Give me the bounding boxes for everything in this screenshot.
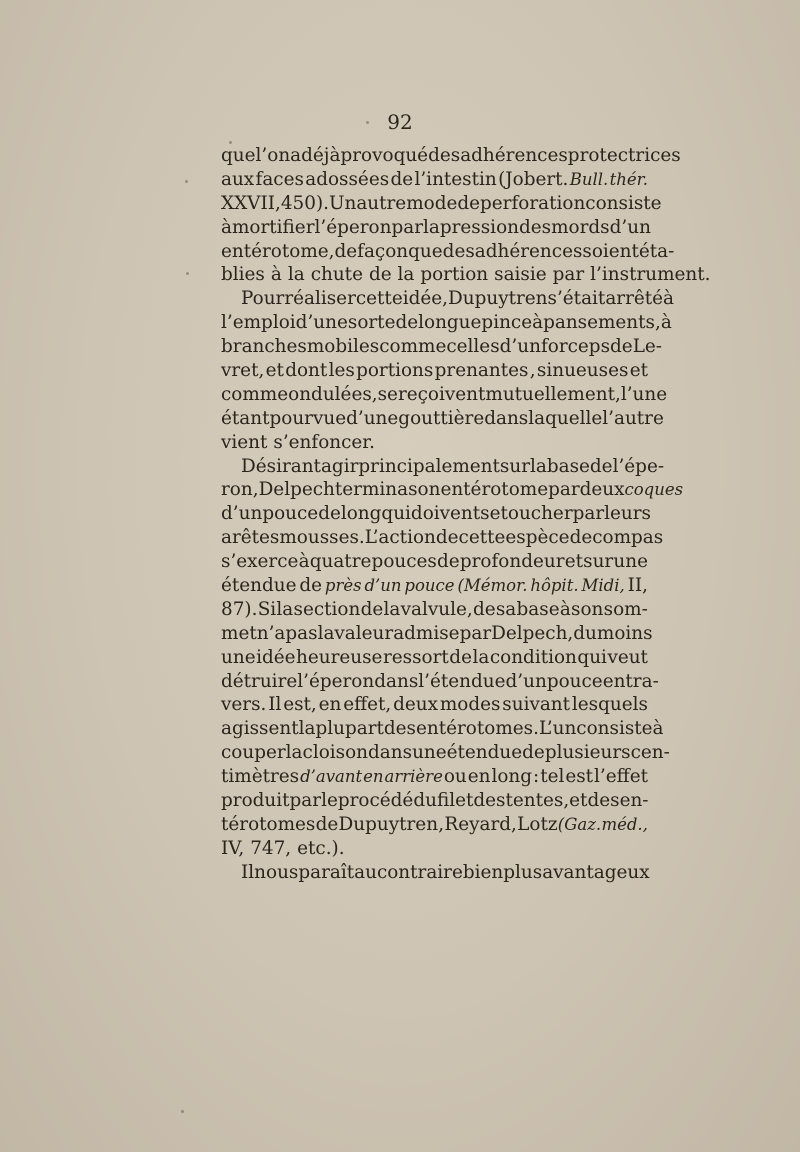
- word: Lotz: [517, 813, 558, 835]
- word: d’un: [364, 576, 402, 596]
- word: cen-: [630, 742, 670, 764]
- word: arêtes: [221, 527, 280, 549]
- word: sa: [495, 598, 517, 620]
- word: la: [276, 598, 294, 620]
- word: par: [572, 503, 605, 525]
- word: consiste: [585, 192, 662, 214]
- word: autre: [356, 192, 407, 214]
- word: la: [317, 622, 335, 644]
- word: Midi,: [581, 576, 625, 596]
- word: de: [299, 575, 323, 597]
- word: plupart: [315, 718, 384, 740]
- word: plusieurs: [544, 742, 631, 764]
- text-line: [221, 622, 653, 646]
- word: aux: [221, 168, 255, 190]
- word: l’on: [255, 145, 291, 166]
- word: Bull.: [569, 169, 609, 189]
- word: (Jobert.: [498, 168, 569, 190]
- text-line: [221, 287, 674, 311]
- word: ondulées,: [288, 383, 378, 405]
- word: prenantes: [434, 360, 529, 382]
- text-line: [221, 168, 648, 192]
- word: reçoivent: [397, 383, 486, 405]
- word: chute: [310, 264, 363, 286]
- word: celles: [446, 336, 500, 358]
- word: moins: [596, 622, 653, 644]
- word: pince: [481, 312, 533, 334]
- word: de: [610, 336, 633, 358]
- word: Delpech,: [491, 622, 574, 644]
- word: des: [383, 718, 417, 740]
- word: doivent: [410, 503, 481, 525]
- text-line: [221, 455, 665, 479]
- text-line: [221, 670, 659, 694]
- word: pourvue: [269, 407, 347, 429]
- word: à: [270, 264, 282, 286]
- word: déjà: [301, 145, 341, 166]
- text-line: [221, 861, 648, 885]
- word: Pour: [241, 288, 285, 310]
- word: des: [428, 145, 461, 166]
- word: à: [221, 216, 232, 238]
- text-line: [221, 693, 648, 717]
- word: méd.,: [601, 814, 648, 834]
- word: laquelle: [528, 407, 603, 429]
- word: des: [518, 216, 552, 238]
- word: et: [564, 551, 583, 573]
- word: est: [565, 766, 594, 788]
- word: dont: [285, 360, 328, 382]
- word: ou: [443, 766, 467, 788]
- word: de: [472, 598, 496, 620]
- text-line: [221, 431, 648, 455]
- word: qui: [381, 503, 411, 525]
- word: lesquels: [571, 694, 648, 716]
- word: par: [391, 216, 423, 238]
- word: modes: [439, 694, 501, 716]
- word: la: [285, 742, 303, 764]
- word: vient: [221, 431, 268, 453]
- word: Un: [328, 192, 357, 214]
- word: entérotomes.: [416, 718, 539, 740]
- word: s’était: [547, 288, 606, 310]
- word: de: [449, 646, 472, 668]
- word: L’action: [364, 527, 436, 549]
- word: sinueuses: [536, 360, 629, 382]
- word: Le-: [632, 336, 662, 358]
- word: L’un: [538, 718, 577, 740]
- word: la: [472, 646, 490, 668]
- word: ron,: [221, 479, 259, 501]
- body-text: [221, 144, 711, 885]
- text-line: [221, 789, 648, 813]
- word: de: [360, 598, 384, 620]
- word: tra-: [625, 670, 659, 692]
- word: pouce: [404, 576, 455, 596]
- word: l’autre: [602, 407, 664, 429]
- word: Désirant: [241, 455, 321, 477]
- word: Reyard,: [444, 813, 517, 835]
- text-line: [221, 598, 648, 622]
- word: entérotome: [440, 479, 549, 501]
- text-line: [221, 240, 675, 264]
- text-line: [221, 311, 672, 335]
- word: son: [571, 598, 604, 620]
- word: deux: [579, 479, 625, 501]
- word: qui: [577, 646, 607, 668]
- word: d’un: [505, 670, 547, 692]
- word: n’a: [256, 622, 286, 644]
- word: et: [629, 360, 648, 382]
- word: par: [548, 479, 580, 501]
- word: blies: [221, 264, 265, 286]
- word: une: [613, 551, 648, 573]
- word: quatre: [309, 551, 372, 573]
- word: près: [324, 576, 362, 596]
- word: saisie: [494, 264, 547, 286]
- word: s’enfoncer.: [273, 431, 375, 453]
- word: de: [315, 813, 339, 835]
- word: admise: [393, 622, 460, 644]
- word: pouce: [262, 503, 319, 525]
- text-line: [221, 717, 664, 741]
- word: agir: [320, 455, 359, 477]
- word: en: [363, 767, 384, 787]
- word: mousses.: [279, 527, 365, 549]
- word: la: [529, 455, 547, 477]
- word: Dupuytren: [448, 288, 548, 310]
- word: agissent: [221, 718, 299, 740]
- word: à: [652, 718, 664, 740]
- word: base: [546, 455, 590, 477]
- word: 450).: [280, 192, 329, 214]
- word: est,: [283, 694, 317, 716]
- word: des: [442, 240, 475, 262]
- word: la: [298, 718, 316, 740]
- word: (Mémor.: [457, 576, 528, 596]
- word: son: [408, 479, 441, 501]
- word: la: [287, 264, 305, 286]
- word: d’un: [499, 336, 541, 358]
- word: l’étendue: [418, 670, 506, 692]
- word: bien: [462, 861, 504, 883]
- word: coques: [624, 480, 684, 500]
- word: en: [602, 670, 626, 692]
- text-line: [221, 837, 648, 861]
- word: adossées: [305, 168, 390, 190]
- text-line: [221, 216, 651, 240]
- word: à: [559, 598, 571, 620]
- word: adhérences: [460, 145, 568, 166]
- text-line: [221, 765, 648, 789]
- word: de: [334, 240, 358, 262]
- word: par: [289, 790, 322, 812]
- word: valvule,: [400, 598, 473, 620]
- word: mode: [406, 192, 458, 214]
- word: d’une: [295, 312, 348, 334]
- paper-speck: [186, 272, 189, 275]
- word: profondeur: [459, 551, 565, 573]
- word: que: [408, 240, 443, 262]
- word: des: [473, 790, 506, 812]
- word: Dupuytren: [338, 813, 439, 835]
- word: Delpech: [258, 479, 335, 501]
- word: sur: [499, 455, 530, 477]
- text-line: [221, 741, 670, 765]
- paper-speck: [185, 180, 188, 183]
- word: mobiles: [306, 336, 380, 358]
- word: étendue: [446, 742, 523, 764]
- word: des: [587, 790, 620, 812]
- word: d’avant: [300, 767, 363, 787]
- word: etc.).: [297, 837, 345, 859]
- word: éta-: [638, 240, 675, 262]
- word: idée,: [402, 288, 448, 310]
- word: à: [663, 288, 674, 310]
- paper-speck: [366, 121, 369, 124]
- word: vret,: [221, 360, 265, 382]
- word: l’éperon: [314, 216, 392, 238]
- word: fil: [436, 790, 456, 812]
- word: de: [395, 312, 419, 334]
- word: dans: [368, 742, 413, 764]
- word: long: [340, 503, 382, 525]
- paper-speck: [229, 141, 232, 144]
- word: de: [589, 455, 613, 477]
- word: de: [435, 527, 459, 549]
- word: principalement: [358, 455, 500, 477]
- word: entérotome,: [221, 240, 335, 262]
- word: cloison: [302, 742, 369, 764]
- word: et: [455, 790, 474, 812]
- word: espèce: [505, 527, 570, 549]
- word: base: [516, 598, 560, 620]
- word: sur: [583, 551, 614, 573]
- word: pouce: [546, 670, 603, 692]
- word: contraire: [376, 861, 463, 883]
- word: la: [383, 598, 401, 620]
- word: avantageux: [542, 861, 650, 883]
- word: l’une: [620, 383, 668, 405]
- word: de: [522, 742, 545, 764]
- text-line: [221, 813, 648, 837]
- word: l’éperon: [297, 670, 375, 692]
- word: IV,: [221, 837, 245, 859]
- word: section: [293, 598, 361, 620]
- word: Il: [241, 861, 255, 883]
- word: l’effet: [594, 766, 648, 788]
- word: thér.: [609, 169, 648, 189]
- word: de: [318, 503, 341, 525]
- word: Si: [257, 598, 277, 620]
- word: Il: [268, 694, 282, 716]
- word: mords: [551, 216, 610, 238]
- text-line: [221, 646, 648, 670]
- word: protectrices: [567, 145, 681, 166]
- word: timètres: [221, 766, 300, 788]
- word: une: [221, 646, 256, 668]
- word: réaliser: [284, 288, 356, 310]
- word: en: [467, 766, 491, 788]
- word: pouces: [371, 551, 437, 573]
- word: arrière: [384, 767, 443, 787]
- word: mortifier: [231, 216, 315, 238]
- text-line: [221, 574, 648, 598]
- word: de: [437, 551, 460, 573]
- word: heureuse: [296, 646, 383, 668]
- word: d’une: [346, 407, 399, 429]
- word: valeur: [334, 622, 394, 644]
- word: d’un: [221, 503, 263, 525]
- word: consiste: [576, 718, 653, 740]
- word: :: [533, 766, 540, 788]
- word: procédé: [337, 790, 414, 812]
- word: que: [221, 145, 256, 166]
- word: au: [354, 861, 377, 883]
- word: étant: [221, 407, 270, 429]
- word: pas: [285, 622, 318, 644]
- word: veut: [607, 646, 648, 668]
- text-line: [221, 478, 684, 502]
- word: faces: [255, 168, 304, 190]
- word: som-: [603, 598, 648, 620]
- word: la: [423, 216, 440, 238]
- word: détruire: [221, 670, 298, 692]
- text-line: [221, 359, 648, 383]
- word: du: [573, 622, 597, 644]
- text-line: [221, 502, 651, 526]
- text-line: [221, 263, 711, 287]
- word: l’intestin: [414, 168, 497, 190]
- page-number: 92: [387, 110, 413, 134]
- word: soient: [582, 240, 639, 262]
- word: en: [318, 694, 342, 716]
- word: ressort: [382, 646, 449, 668]
- paper-speck: [181, 1110, 184, 1113]
- word: de: [569, 527, 593, 549]
- word: de: [390, 168, 414, 190]
- word: pansements,: [543, 312, 661, 334]
- word: le: [321, 790, 338, 812]
- word: perforation: [480, 192, 586, 214]
- word: en-: [619, 790, 649, 812]
- word: d’un: [609, 216, 651, 238]
- word: termina: [334, 479, 409, 501]
- text-line: [221, 192, 662, 216]
- word: l’instrument.: [590, 264, 711, 286]
- word: plus: [503, 861, 543, 883]
- word: à: [660, 312, 672, 334]
- word: provoqué: [340, 145, 429, 166]
- word: leurs: [604, 503, 651, 525]
- word: se: [480, 503, 501, 525]
- word: a: [290, 145, 302, 166]
- word: du: [413, 790, 437, 812]
- word: et: [569, 790, 588, 812]
- word: deux: [393, 694, 438, 716]
- word: dans: [374, 670, 419, 692]
- text-line: [221, 550, 648, 574]
- word: de la: [368, 264, 415, 286]
- word: à: [532, 312, 544, 334]
- word: par: [459, 622, 492, 644]
- word: comme: [379, 336, 447, 358]
- word: suivant: [502, 694, 571, 716]
- word: comme: [221, 383, 289, 405]
- word: s’exerce: [221, 551, 299, 573]
- word: tel: [540, 766, 565, 788]
- word: tentes,: [505, 790, 570, 812]
- word: 87).: [221, 598, 258, 620]
- word: par: [552, 264, 585, 286]
- word: ,: [529, 360, 536, 382]
- word: branches: [221, 336, 307, 358]
- word: nous: [254, 861, 299, 883]
- word: paraît: [298, 861, 355, 883]
- word: hôpit.: [530, 576, 579, 596]
- word: toucher: [500, 503, 573, 525]
- word: long: [491, 766, 533, 788]
- word: XXVII,: [221, 192, 281, 214]
- word: forceps: [540, 336, 611, 358]
- word: de: [457, 192, 481, 214]
- word: se: [377, 383, 398, 405]
- word: idée: [256, 646, 296, 668]
- word: et: [265, 360, 284, 382]
- word: portions: [356, 360, 434, 382]
- word: arrêté: [605, 288, 664, 310]
- word: gouttière: [398, 407, 485, 429]
- word: (Gaz.: [557, 814, 602, 834]
- word: met: [221, 622, 257, 644]
- word: vers.: [221, 694, 267, 716]
- word: pression: [439, 216, 519, 238]
- word: compas: [592, 527, 664, 549]
- word: couper: [221, 742, 286, 764]
- text-line: [221, 526, 664, 550]
- word: une: [412, 742, 447, 764]
- word: l’emploi: [221, 312, 296, 334]
- word: les: [328, 360, 355, 382]
- text-line: [221, 144, 681, 168]
- word: façon: [357, 240, 409, 262]
- word: dans: [484, 407, 529, 429]
- word: ,: [438, 813, 445, 835]
- text-line: [221, 335, 662, 359]
- word: cette: [458, 527, 506, 549]
- word: à: [298, 551, 310, 573]
- word: adhérences: [474, 240, 583, 262]
- word: produit: [221, 790, 290, 812]
- text-line: [221, 407, 664, 431]
- word: 747,: [250, 837, 292, 859]
- word: térotomes: [221, 813, 316, 835]
- word: l’épe-: [612, 455, 665, 477]
- word: mutuellement,: [485, 383, 621, 405]
- word: cette: [355, 288, 403, 310]
- word: effet,: [343, 694, 392, 716]
- word: II,: [627, 575, 648, 597]
- word: portion: [420, 264, 489, 286]
- text-line: [221, 383, 668, 407]
- word: sorte: [347, 312, 396, 334]
- word: étendue: [221, 575, 297, 597]
- word: longue: [418, 312, 482, 334]
- word: condition: [489, 646, 577, 668]
